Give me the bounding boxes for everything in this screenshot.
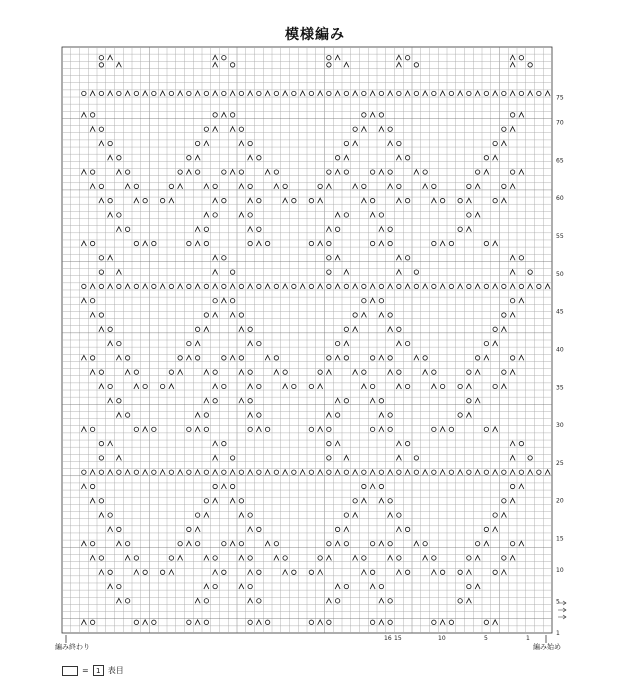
row-number-label: 15 <box>556 535 564 543</box>
row-number-label: 25 <box>556 459 564 467</box>
col-number-label: 10 <box>438 635 446 642</box>
row-number-label: 55 <box>556 233 564 241</box>
chart-title: 模様編み <box>285 27 345 43</box>
row-number-label: 65 <box>556 157 564 165</box>
row-direction-arrow-icon <box>558 615 566 619</box>
col-number-label: 16 <box>384 635 392 642</box>
end-label: 編み終わり <box>55 643 90 651</box>
legend-text: 表目 <box>107 666 124 675</box>
row-number-label: 60 <box>556 195 564 203</box>
row-number-label: 50 <box>556 270 564 278</box>
row-number-label: 45 <box>556 308 564 316</box>
row-number-label: 1 <box>556 630 560 637</box>
row-number-label: 20 <box>556 497 564 505</box>
legend-equals: = <box>82 666 89 675</box>
row-number-label: 10 <box>556 566 564 574</box>
row-direction-arrow-icon <box>558 608 566 612</box>
row-number-label: 40 <box>556 346 564 354</box>
legend <box>62 665 124 676</box>
col-number-label: 5 <box>484 635 488 642</box>
legend-empty-cell-icon <box>62 666 78 676</box>
start-label: 編み始め <box>533 643 561 651</box>
row-number-label: 70 <box>556 119 564 127</box>
row-number-label: 75 <box>556 94 564 102</box>
row-number-label: 30 <box>556 422 564 430</box>
legend-one-box: 1 <box>93 665 104 676</box>
row-number-label: 5 <box>556 598 560 606</box>
col-number-label: 1 <box>526 635 530 642</box>
col-number-label: 15 <box>394 635 402 642</box>
row-number-label: 35 <box>556 384 564 392</box>
